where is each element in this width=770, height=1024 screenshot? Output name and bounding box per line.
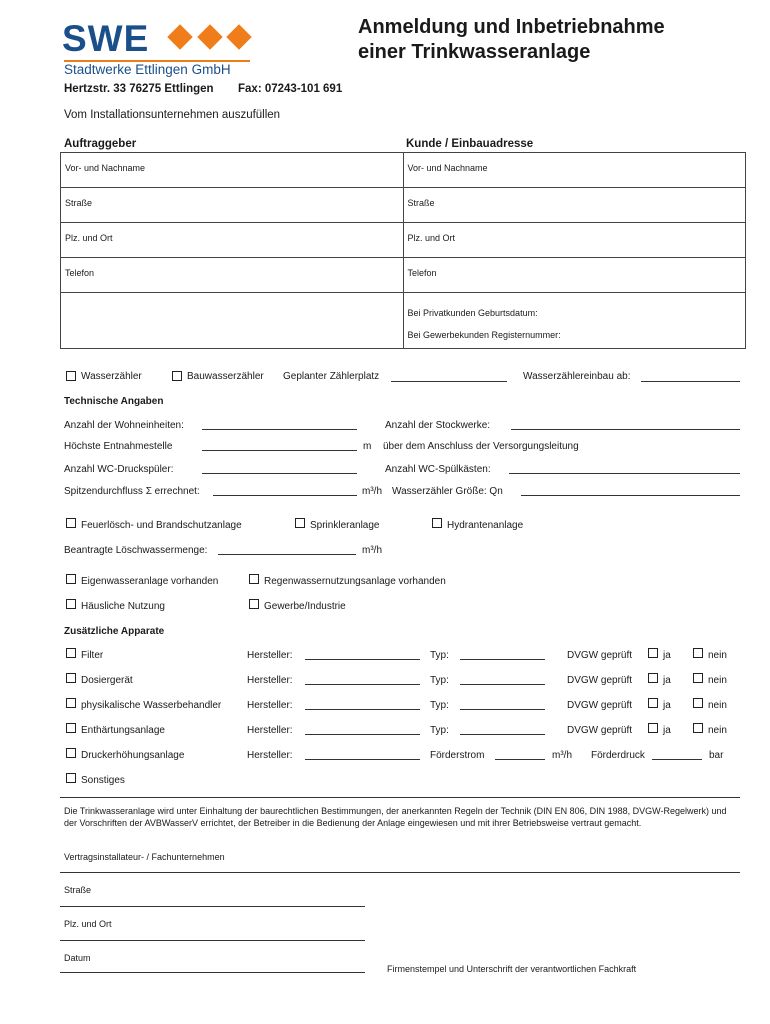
domestic-checkbox[interactable] [66,599,76,609]
page-title: Anmeldung und Inbetriebnahme einer Trinkwasseranlage [358,16,665,63]
footer-divider [60,797,740,798]
other-label: Sonstiges [81,775,125,786]
peak-flow-label: Spitzendurchfluss Σ errechnet: [64,486,200,497]
client-phone-field[interactable]: Telefon [61,258,404,293]
flow-rate-unit: m³/h [552,750,572,761]
meter-size-field[interactable] [521,495,740,496]
fire-label: Feuerlösch- und Brandschutzanlage [81,520,242,531]
date-field[interactable] [60,972,365,973]
installer-field[interactable] [60,872,740,873]
wc-cisterns-field[interactable] [509,473,740,474]
sprinkler-checkbox[interactable] [295,518,305,528]
peak-flow-unit: m³/h [362,486,382,497]
planned-location-label: Geplanter Zählerplatz [283,371,380,382]
type-label: Typ: [430,675,449,686]
dvgw-yes-label: ja [663,650,671,661]
floors-label: Anzahl der Stockwerke: [385,420,491,431]
footer-city-label: Plz. und Ort [64,919,112,929]
intro-text: Vom Installationsunternehmen auszufüllen [64,109,281,121]
booster-label: Druckerhöhungsanlage [81,750,185,761]
other-checkbox[interactable] [66,773,76,783]
water-meter-checkbox[interactable] [66,371,76,381]
apparatus-label: Dosiergerät [81,675,133,686]
dvgw-yes-checkbox[interactable] [648,723,658,733]
manufacturer-field[interactable] [305,709,420,710]
footer-city-field[interactable] [60,940,365,941]
fire-checkbox[interactable] [66,518,76,528]
flow-rate-label: Förderstrom [430,750,485,761]
type-label: Typ: [430,700,449,711]
domestic-label: Häusliche Nutzung [81,601,165,612]
apparatus-checkbox[interactable] [66,673,76,683]
units-field[interactable] [202,429,357,430]
dvgw-yes-label: ja [663,675,671,686]
dvgw-yes-label: ja [663,700,671,711]
apparatus-label: Enthärtungsanlage [81,725,165,736]
flow-rate-field[interactable] [495,759,545,760]
footer-street-field[interactable] [60,906,365,907]
client-street-field[interactable]: Straße [61,188,404,223]
construction-meter-checkbox[interactable] [172,371,182,381]
customer-phone-field[interactable]: Telefon [403,258,746,293]
logo-name: SWE [62,18,150,59]
address-table [60,152,746,349]
fire-water-label: Beantragte Löschwassermenge: [64,545,208,556]
declaration-text: Die Trinkwasseranlage wird unter Einhaltung der baurechtlichen Bestimmungen, der anerkannten Regeln der Technik (DIN EN 806, DIN 1988, DVGW-Regelwerk) und der Vorschriften der AVBWasserV errichtet, der Betreiber in die Bedienung der Anlage eingewiesen und mit ihrer Betriebsweise vertraut gemacht. [64,806,727,828]
dvgw-no-checkbox[interactable] [693,723,703,733]
dvgw-no-label: nein [708,700,727,711]
dvgw-label: DVGW geprüft [567,700,633,711]
manufacturer-field[interactable] [305,734,420,735]
rainwater-checkbox[interactable] [249,574,259,584]
planned-location-field[interactable] [391,381,507,382]
install-from-label: Wasserzählereinbau ab: [523,371,631,382]
pressure-unit: bar [709,750,724,761]
manufacturer-label: Hersteller: [247,650,293,661]
meter-size-label: Wasserzähler Größe: Qn [392,486,503,497]
booster-manufacturer-field[interactable] [305,759,420,760]
register-label: Bei Gewerbekunden Registernummer: [407,330,561,340]
wc-cisterns-label: Anzahl WC-Spülkästen: [385,464,491,475]
date-label: Datum [64,953,91,963]
hydrant-checkbox[interactable] [432,518,442,528]
type-label: Typ: [430,650,449,661]
client-city-field[interactable]: Plz. und Ort [61,223,404,258]
dvgw-yes-checkbox[interactable] [648,673,658,683]
dvgw-no-label: nein [708,675,727,686]
meter-unit: m [363,441,372,452]
company-fax: Fax: 07243-101 691 [238,83,343,95]
birthdate-label: Bei Privatkunden Geburtsdatum: [407,308,538,318]
wc-flush-valves-field[interactable] [202,473,357,474]
dvgw-no-checkbox[interactable] [693,648,703,658]
dvgw-label: DVGW geprüft [567,725,633,736]
type-label: Typ: [430,725,449,736]
dvgw-yes-label: ja [663,725,671,736]
floors-field[interactable] [511,429,740,430]
manufacturer-label: Hersteller: [247,725,293,736]
dvgw-no-label: nein [708,725,727,736]
footer-street-label: Straße [64,885,92,895]
customer-name-field[interactable]: Vor- und Nachname [403,153,746,188]
dvgw-label: DVGW geprüft [567,650,633,661]
type-field[interactable] [460,709,545,710]
pressure-field[interactable] [652,759,702,760]
client-name-field[interactable]: Vor- und Nachname [61,153,404,188]
signature-label: Firmenstempel und Unterschrift der verantwortlichen Fachkraft [387,964,637,974]
type-field[interactable] [460,659,545,660]
apparatus-label: Filter [81,650,104,661]
dvgw-yes-checkbox[interactable] [648,698,658,708]
manufacturer-field[interactable] [305,684,420,685]
logo-subtitle: Stadtwerke Ettlingen GmbH [64,62,231,77]
install-from-field[interactable] [641,381,740,382]
highest-outlet-field[interactable] [202,450,357,451]
wc-flush-valves-label: Anzahl WC-Druckspüler: [64,464,174,475]
sprinkler-label: Sprinkleranlage [310,520,380,531]
apparatus-heading: Zusätzliche Apparate [64,626,165,637]
manufacturer-field[interactable] [305,659,420,660]
booster-checkbox[interactable] [66,748,76,758]
customer-street-field[interactable]: Straße [403,188,746,223]
apparatus-checkbox[interactable] [66,698,76,708]
construction-meter-label: Bauwasserzähler [187,371,264,382]
manufacturer-label: Hersteller: [247,675,293,686]
customer-heading: Kunde / Einbauadresse [406,138,534,150]
installer-label: Vertragsinstallateur- / Fachunternehmen [64,852,225,862]
pressure-label: Förderdruck [591,750,645,761]
dvgw-label: DVGW geprüft [567,675,633,686]
dvgw-no-checkbox[interactable] [693,698,703,708]
technical-heading: Technische Angaben [64,396,164,407]
fire-water-unit: m³/h [362,545,382,556]
type-field[interactable] [460,684,545,685]
hydrant-label: Hydrantenanlage [447,520,524,531]
above-connection-label: über dem Anschluss der Versorgungsleitung [383,441,579,452]
client-heading: Auftraggeber [64,138,137,150]
own-water-checkbox[interactable] [66,574,76,584]
units-label: Anzahl der Wohneinheiten: [64,420,184,431]
apparatus-label: physikalische Wasserbehandler [81,700,222,711]
customer-id-field[interactable] [403,293,746,349]
dvgw-no-checkbox[interactable] [693,673,703,683]
customer-city-field[interactable]: Plz. und Ort [403,223,746,258]
rainwater-label: Regenwassernutzungsanlage vorhanden [264,576,446,587]
commercial-checkbox[interactable] [249,599,259,609]
dvgw-yes-checkbox[interactable] [648,648,658,658]
commercial-label: Gewerbe/Industrie [264,601,346,612]
company-address: Hertzstr. 33 76275 Ettlingen [64,83,214,95]
highest-outlet-label: Höchste Entnahmestelle [64,441,173,452]
peak-flow-field[interactable] [213,495,357,496]
booster-manufacturer-label: Hersteller: [247,750,293,761]
type-field[interactable] [460,734,545,735]
own-water-label: Eigenwasseranlage vorhanden [81,576,219,587]
apparatus-checkbox[interactable] [66,648,76,658]
water-meter-label: Wasserzähler [81,371,142,382]
manufacturer-label: Hersteller: [247,700,293,711]
client-extra-field[interactable] [61,293,404,349]
dvgw-no-label: nein [708,650,727,661]
fire-water-field[interactable] [218,554,356,555]
apparatus-checkbox[interactable] [66,723,76,733]
